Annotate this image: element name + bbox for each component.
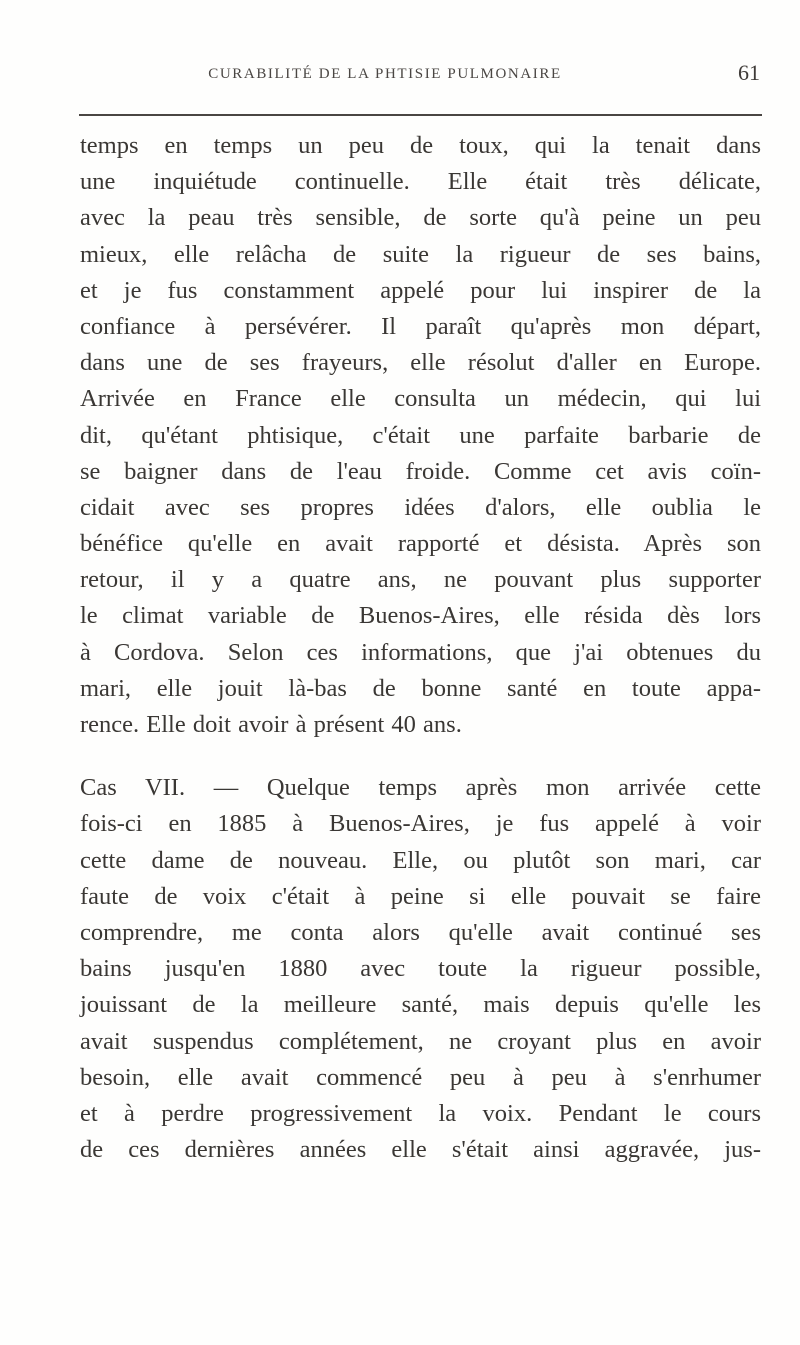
paragraph-gap	[80, 743, 761, 770]
page-number: 61	[738, 60, 760, 85]
text-line: et à perdre progressivement la voix. Pendant le cours	[80, 1099, 761, 1127]
text-line: comprendre, me conta alors qu'elle avait continué ses	[80, 918, 761, 946]
text-line: cette dame de nouveau. Elle, ou plutôt son mari, car	[80, 846, 761, 874]
text-line: temps en temps un peu de toux, qui la tenait dans	[80, 132, 761, 159]
text-line: une inquiétude continuelle. Elle était très délicate,	[80, 168, 761, 196]
text-line: le climat variable de Buenos-Aires, elle résida dès lors	[80, 602, 761, 630]
text-line: et je fus constamment appelé pour lui inspirer de la	[80, 276, 761, 304]
text-line: bains jusqu'en 1880 avec toute la rigueur possible,	[80, 955, 761, 983]
running-head	[80, 62, 760, 92]
text-line: cidait avec ses propres idées d'alors, elle oublia le	[80, 493, 761, 521]
body-text	[80, 128, 761, 1168]
text-line: mieux, elle relâcha de suite la rigueur de ses bains,	[80, 240, 761, 268]
text-line: se baigner dans de l'eau froide. Comme cet avis coïn-	[80, 457, 761, 485]
text-line: dans une de ses frayeurs, elle résolut d'aller en Europe.	[80, 349, 761, 377]
text-line: dit, qu'étant phtisique, c'était une parfaite barbarie de	[80, 421, 761, 449]
text-line: avec la peau très sensible, de sorte qu'à peine un peu	[80, 204, 761, 232]
text-line: à Cordova. Selon ces informations, que j'ai obtenues du	[80, 638, 761, 666]
text-line: bénéfice qu'elle en avait rapporté et désista. Après son	[80, 530, 761, 558]
running-title: CURABILITÉ DE LA PHTISIE PULMONAIRE	[208, 66, 562, 82]
text-line: rence. Elle doit avoir à présent 40 ans.	[80, 711, 462, 738]
text-line: avait suspendus complétement, ne croyant plus en avoir	[80, 1027, 761, 1055]
text-line: Cas VII. — Quelque temps après mon arrivée cette	[80, 774, 761, 802]
paragraph-1	[80, 128, 761, 743]
text-line: fois-ci en 1885 à Buenos-Aires, je fus appelé à voir	[80, 810, 761, 838]
text-line: faute de voix c'était à peine si elle pouvait se faire	[80, 882, 761, 910]
text-line: jouissant de la meilleure santé, mais depuis qu'elle les	[80, 991, 761, 1019]
text-line: besoin, elle avait commencé peu à peu à s'enrhumer	[80, 1063, 761, 1091]
text-line: retour, il y a quatre ans, ne pouvant plus supporter	[80, 566, 761, 594]
text-line: confiance à persévérer. Il paraît qu'après mon départ,	[80, 312, 761, 340]
paragraph-2	[80, 770, 761, 1168]
header-rule	[79, 114, 762, 116]
text-line: de ces dernières années elle s'était ainsi aggravée, jus-	[80, 1136, 761, 1164]
text-line: mari, elle jouit là-bas de bonne santé en toute appa-	[80, 674, 761, 702]
text-line: Arrivée en France elle consulta un médecin, qui lui	[80, 385, 761, 413]
